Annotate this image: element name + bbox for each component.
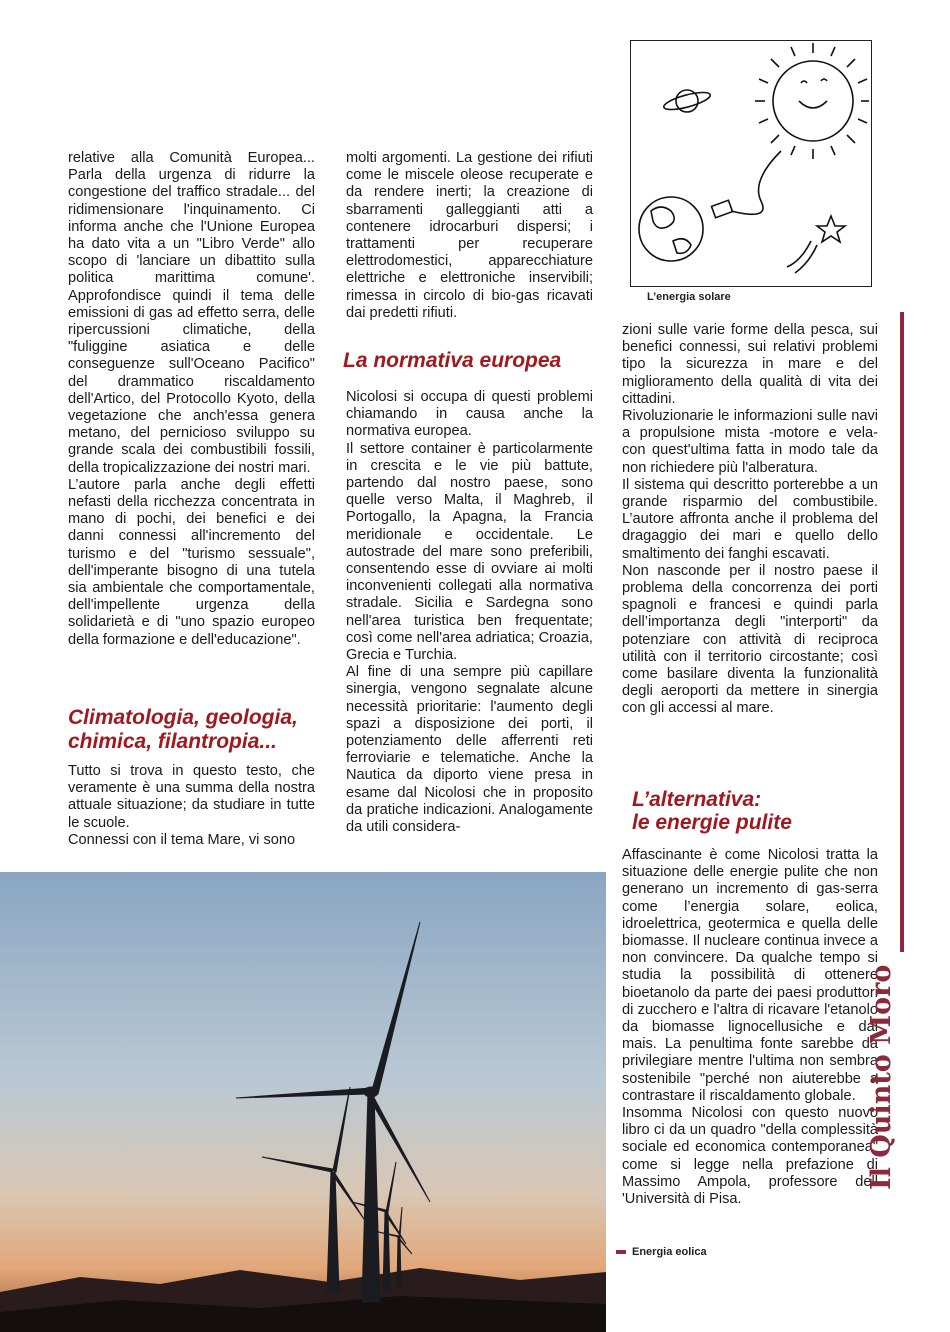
column-3 xyxy=(622,322,878,718)
paragraph: Il settore container è particolarmente in crescita e le vie più battute, partendo dal nostro paese, sono quelle verso Malta, il Maghreb, il Portogallo, la Apagna, la Francia meridionale e occidentale. Le autostrade del mare sono preferibili, consentendo esse di ovviare ai molti inconvenienti collegati alla normativa stradale. Sicilia e Sardegna sono nell'area turistica ben frequentate; così come nell'area adriatica; Croazia, Grecia e Turchia. xyxy=(346,440,593,664)
column-2 xyxy=(346,150,593,322)
paragraph: L’autore parla anche degli effetti nefasti della ricchezza concentrata in mano di pochi, dei benefici e dei danni connessi all'incremento del turismo e del "turismo sessuale", dell'imperante bisogno di una tutela sia ambientale che comportamentale, dell'impellente urgenza della solidarietà e di "uno spazio europeo della formazione e dell'educazione". xyxy=(68,476,315,648)
sun-cartoon-icon xyxy=(631,41,871,286)
wind-caption-text: Energia eolica xyxy=(632,1246,707,1258)
paragraph: Al fine di una sempre più capillare sinergia, vengono segnalate alcune necessità prioritarie: l'aumento degli spazi a disposizione dei porti, il potenziamento delle afferrenti reti ferroviarie e telematiche. Anche la Nautica da diporto viene presa in esame dal Nicolosi che in proposito da pratiche indicazioni. Analogamente da utili considera- xyxy=(346,664,593,836)
paragraph: Nicolosi si occupa di questi problemi chiamando in causa anche la normativa europea. xyxy=(346,389,593,440)
side-rule xyxy=(900,312,904,952)
paragraph: Non nasconde per il nostro paese il problema della concorrenza dei porti spagnoli e francesi e quindi parla dell’importanza degli "interporti" da potenziare con attività di reciproca utilità con il territorio circostante; così come basilare diventa la funzionalità degli aeroporti da mettere in sinergia con gli accessi al mare. xyxy=(622,562,878,717)
section-heading-normativa: La normativa europea xyxy=(343,349,562,372)
caption-bullet xyxy=(616,1250,626,1254)
solar-caption: L’energia solare xyxy=(647,291,731,303)
paragraph: molti argomenti. La gestione dei rifiuti come le miscele oleose recuperate e da rendere inerti; la creazione di sbarramenti galleggianti atti a contenere idrocarburi dispersi; i trattamenti per recuperare elettrodomestici, apparecchiature elettriche e elettroniche inservibili; rimessa in circolo di bio-gas ricavati dai predetti rifiuti. xyxy=(346,150,593,321)
paragraph: Rivoluzionarie le informazioni sulle navi a propulsione mista -motore e vela- con quest'ultima fatta in modo tale da non richiedere più l'alberatura. xyxy=(622,408,878,476)
paragraph: relative alla Comunità Europea... Parla della urgenza di ridurre la congestione del traffico stradale... del ridimensionare l'inquinamento. Ci informa anche che l'Unione Europea ha dato vita a un "Libro Verde" allo scopo di 'lanciare un dibattito sulla politica marittima comune'. Approfondisce quindi il tema delle emissioni di gas ad effetto serra, delle ripercussioni climatiche, della "fuliggine asiatica e delle conseguenze sull'Oceano Pacifico" del drammatico riscaldamento dell'Artico, del Protocollo Kyoto, della vegetazione che anch'essa genera metano, del pernicioso sviluppo su grande scala dei combustibili fossili, della tropicalizzazione dei nostri mari. xyxy=(68,150,315,476)
wind-caption xyxy=(616,1246,707,1258)
section-heading-alternativa-line2: le energie pulite xyxy=(632,811,792,834)
paragraph: zioni sulle varie forme della pesca, sui benefici connessi, sui relativi problemi tipo la sicurezza in mare e del miglioramento della qualità di vita dei cittadini. xyxy=(622,322,878,407)
paragraph: Insomma Nicolosi con questo nuovo libro ci da un quadro "della complessità sociale ed economica contemporanea" come si legge nella prefazione di Massimo Ampola, professore dell 'Università di Pisa. xyxy=(622,1105,878,1208)
column-1-continued xyxy=(68,763,315,849)
paragraph: Connessi con il tema Mare, vi sono xyxy=(68,831,296,848)
column-1 xyxy=(68,150,315,649)
section-heading-alternativa-line1: L’alternativa: xyxy=(632,788,762,811)
paragraph: Il sistema qui descritto porterebbe a un grande risparmio del combustibile. L’autore affronta anche il problema del dragaggio dei mari e quello dello smaltimento dei fanghi escavati. xyxy=(622,476,878,562)
column-3-continued xyxy=(622,847,878,1208)
paragraph: Tutto si trova in questo testo, che veramente è una summa della nostra attuale situazione; da studiare in tutte le scuole. xyxy=(68,763,315,831)
section-heading-climatologia: Climatologia, geologia, chimica, filantropia... xyxy=(68,706,298,753)
column-2-continued xyxy=(346,389,593,836)
paragraph: Affascinante è come Nicolosi tratta la situazione delle energie pulite che non generano un incremento di gas-serra come l’energia solare, eolica, idroelettrica, geotermica e quella delle biomasse. Il nucleare continua invece a non convincere. Da qualche tempo si studia la possibilità di ottenere bioetanolo da parte dei paesi produttori di zucchero e l'altra di ricavare l'etanolo da biomasse lignocellusiche e dal mais. La penultima fonte sarebbe da privilegiare mentre l'ultima non sembra sostenibile "perché non aiuterebbe a contrastare il riscaldamento globale. xyxy=(622,847,878,1104)
wind-turbine-photo xyxy=(0,872,606,1332)
solar-illustration xyxy=(630,40,872,287)
masthead-title: Il Quinto Moro xyxy=(866,964,897,1190)
